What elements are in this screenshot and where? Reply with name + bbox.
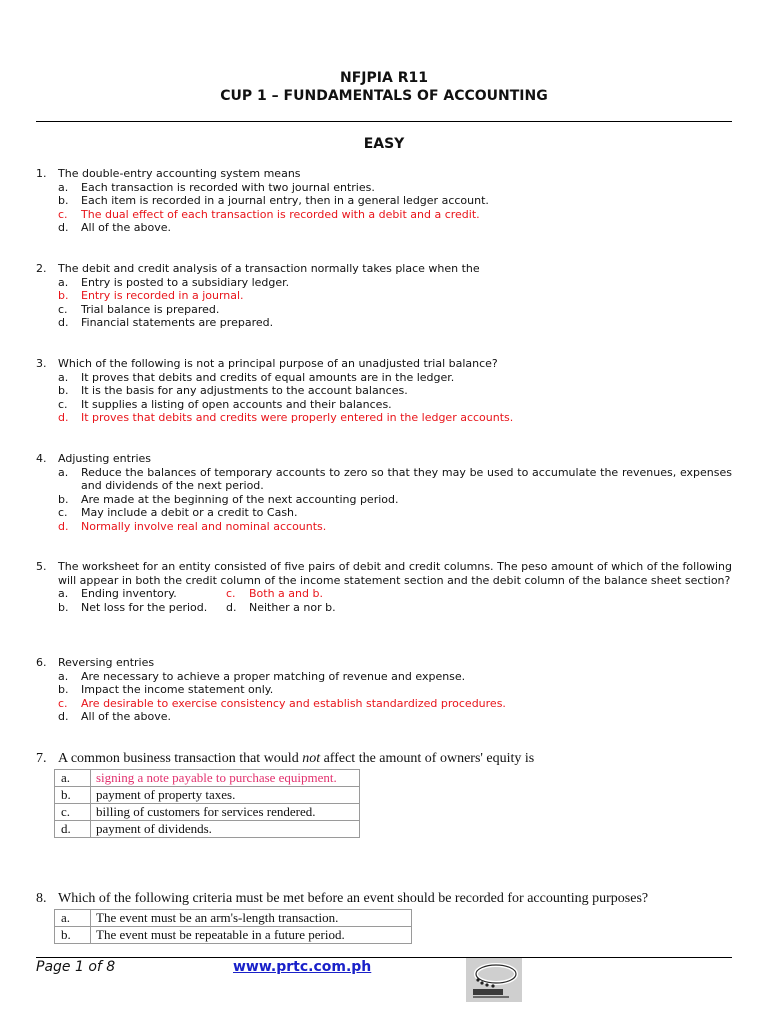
option-a: a. Are necessary to achieve a proper matching of revenue and expense. [58, 669, 466, 683]
question-text: Reversing entries [58, 656, 155, 669]
question-number: 8. [36, 891, 47, 906]
option-a: a. Ending inventory. [58, 587, 177, 601]
option-d: d. All of the above. [58, 710, 172, 724]
option-c-answer: c. Are desirable to exercise consistency and establish standardized procedures. [58, 696, 506, 710]
option-c-answer: c. The dual effect of each transaction is recorded with a debit and a credit. [58, 207, 480, 221]
option-d: d. payment of dividends. [55, 821, 360, 838]
option-b-answer: b. Entry is recorded in a journal. [58, 289, 244, 303]
option-b: b. It is the basis for any adjustments to the account balances. [58, 384, 408, 398]
options-row-2 [36, 601, 732, 615]
option-d: d. All of the above. [58, 221, 172, 235]
question-4 [36, 452, 732, 534]
question-text: A common business transaction that would not affect the amount of owners' equity is [58, 751, 535, 766]
options-table [54, 909, 412, 944]
question-text: Adjusting entries [58, 452, 152, 465]
option-b: b. payment of property taxes. [55, 787, 360, 804]
question-number: 4. [36, 452, 47, 465]
question-text: The debit and credit analysis of a transaction normally takes place when the [58, 262, 480, 275]
option-b: b. Each item is recorded in a journal entry, then in a general ledger account. [58, 194, 489, 208]
header-title: CUP 1 – FUNDAMENTALS OF ACCOUNTING [220, 88, 548, 104]
question-5 [36, 560, 732, 614]
question-7 [36, 751, 732, 838]
option-c-answer: c. Both a and b. [226, 587, 323, 601]
question-2 [36, 262, 732, 330]
question-6 [36, 656, 732, 724]
option-c: c. May include a debit or a credit to Cash. [58, 506, 298, 520]
question-text: Which of the following is not a principal purpose of an unadjusted trial balance? [58, 357, 498, 370]
question-number: 5. [36, 560, 47, 573]
question-number: 6. [36, 656, 47, 669]
option-d-answer: d. It proves that debits and credits were properly entered in the ledger accounts. [58, 411, 514, 425]
section-heading: EASY [363, 136, 405, 152]
option-c: c. Trial balance is prepared. [58, 302, 220, 316]
header-org: NFJPIA R11 [340, 70, 428, 86]
header-divider [36, 121, 732, 122]
option-a: a. The event must be an arm's-length transaction. [55, 910, 412, 927]
question-number: 2. [36, 262, 47, 275]
prtc-logo-icon [466, 958, 522, 1002]
question-3 [36, 357, 732, 425]
option-c: c. billing of customers for services rendered. [55, 804, 360, 821]
option-b: b. Are made at the beginning of the next accounting period. [58, 492, 399, 506]
question-number: 7. [36, 751, 47, 766]
footer-divider [36, 957, 732, 958]
question-number: 1. [36, 167, 47, 180]
options-row-1 [36, 587, 732, 601]
option-d-answer: d. Normally involve real and nominal accounts. [58, 519, 327, 533]
question-text: Which of the following criteria must be met before an event should be recorded for accounting purposes? [58, 891, 649, 906]
question-text: The worksheet for an entity consisted of five pairs of debit and credit columns. The peso amount of which of the following will appear in both the credit column of the income statement section and the debit column of the balance sheet section? [58, 560, 732, 587]
question-1 [36, 167, 732, 235]
option-d: d. Neither a nor b. [226, 600, 336, 614]
question-number: 3. [36, 357, 47, 370]
question-text: The double-entry accounting system means [58, 167, 301, 180]
option-b: b. The event must be repeatable in a future period. [55, 927, 412, 944]
website-link[interactable]: www.prtc.com.ph [233, 959, 372, 975]
option-c: c. It supplies a listing of open accounts and their balances. [58, 397, 392, 411]
option-a: a. Reduce the balances of temporary accounts to zero so that they may be used to accumulate the revenues, expenses and dividends of the next period. [58, 465, 732, 493]
question-8 [36, 891, 732, 944]
page-number: Page 1 of 8 [36, 959, 116, 975]
option-a: a. It proves that debits and credits of equal amounts are in the ledger. [58, 370, 455, 384]
option-b: b. Net loss for the period. [58, 600, 208, 614]
option-a: a. Each transaction is recorded with two journal entries. [58, 180, 375, 194]
option-a-answer: a. signing a note payable to purchase equipment. [55, 770, 360, 787]
option-b: b. Impact the income statement only. [58, 683, 274, 697]
options-table [54, 769, 360, 838]
option-d: d. Financial statements are prepared. [58, 316, 274, 330]
option-a: a. Entry is posted to a subsidiary ledger. [58, 275, 290, 289]
